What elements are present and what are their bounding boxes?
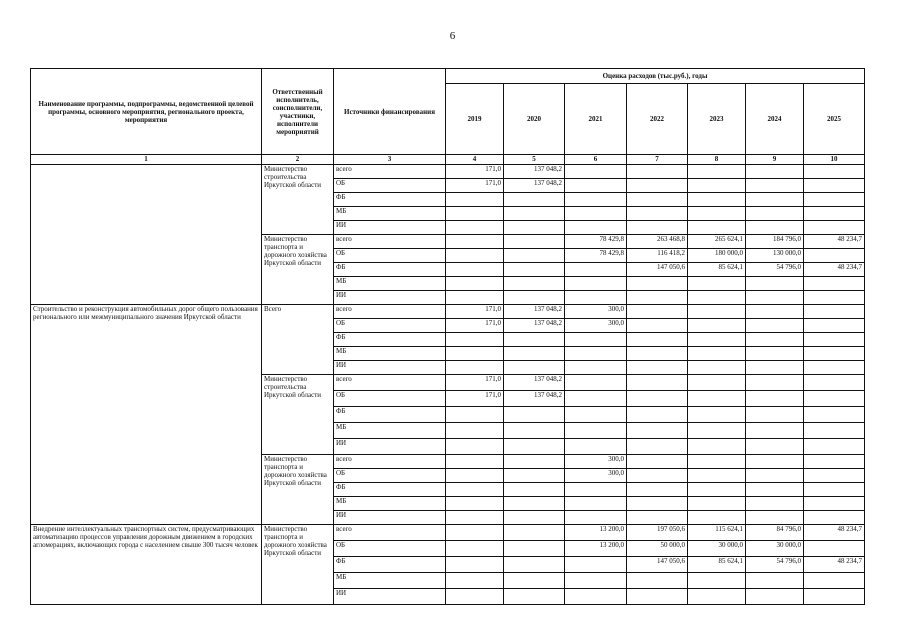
value-cell: 300,0 [565, 305, 627, 319]
column-number: 5 [504, 155, 565, 165]
value-cell [504, 497, 565, 511]
value-cell [504, 483, 565, 497]
value-cell: 48 234,7 [804, 263, 865, 277]
value-cell [627, 193, 688, 207]
column-number: 9 [746, 155, 804, 165]
value-cell: 48 234,7 [804, 557, 865, 573]
table-row [31, 305, 865, 319]
value-cell [627, 455, 688, 469]
value-cell [804, 277, 865, 291]
table-body [31, 165, 865, 605]
value-cell: 116 418,2 [627, 249, 688, 263]
value-cell [804, 347, 865, 361]
value-cell [565, 573, 627, 589]
value-cell [746, 277, 804, 291]
value-cell: 115 624,1 [688, 525, 746, 541]
value-cell [746, 375, 804, 391]
value-cell [446, 249, 504, 263]
page-number: 6 [449, 30, 456, 42]
value-cell: 84 796,0 [746, 525, 804, 541]
header-year: 2024 [746, 84, 804, 155]
value-cell: 147 050,6 [627, 263, 688, 277]
value-cell [565, 423, 627, 439]
value-cell [565, 221, 627, 235]
value-cell: 147 050,6 [627, 557, 688, 573]
value-cell [804, 305, 865, 319]
value-cell [627, 347, 688, 361]
value-cell [746, 589, 804, 605]
value-cell [746, 221, 804, 235]
value-cell [446, 347, 504, 361]
value-cell [627, 291, 688, 305]
value-cell [565, 263, 627, 277]
source-cell: ФБ [334, 557, 446, 573]
value-cell [504, 277, 565, 291]
value-cell: 48 234,7 [804, 235, 865, 249]
value-cell [746, 291, 804, 305]
value-cell [746, 455, 804, 469]
column-number: 1 [31, 155, 262, 165]
value-cell [688, 573, 746, 589]
value-cell [688, 221, 746, 235]
value-cell [627, 469, 688, 483]
column-number: 10 [804, 155, 865, 165]
value-cell: 78 429,8 [565, 235, 627, 249]
value-cell [627, 277, 688, 291]
source-cell: МБ [334, 497, 446, 511]
value-cell [688, 319, 746, 333]
value-cell: 263 468,8 [627, 235, 688, 249]
source-cell: ФБ [334, 333, 446, 347]
value-cell: 171,0 [446, 179, 504, 193]
source-cell: МБ [334, 423, 446, 439]
source-cell: всего [334, 455, 446, 469]
value-cell [627, 423, 688, 439]
source-cell: всего [334, 235, 446, 249]
value-cell [746, 511, 804, 525]
value-cell [504, 511, 565, 525]
value-cell [504, 221, 565, 235]
executor-cell: Министерство транспорта и дорожного хозяйства Иркутской области [262, 235, 334, 305]
value-cell [446, 511, 504, 525]
value-cell [446, 525, 504, 541]
source-cell: ИИ [334, 221, 446, 235]
value-cell: 300,0 [565, 319, 627, 333]
value-cell [504, 455, 565, 469]
source-cell: ФБ [334, 407, 446, 423]
header-year: 2025 [804, 84, 865, 155]
value-cell: 30 000,0 [688, 541, 746, 557]
executor-cell: Министерство строительства Иркутской области [262, 165, 334, 235]
value-cell [746, 497, 804, 511]
column-number: 2 [262, 155, 334, 165]
value-cell [446, 333, 504, 347]
value-cell [446, 469, 504, 483]
value-cell [627, 407, 688, 423]
value-cell [688, 277, 746, 291]
value-cell: 171,0 [446, 375, 504, 391]
value-cell [565, 207, 627, 221]
value-cell [804, 207, 865, 221]
value-cell [565, 497, 627, 511]
value-cell [688, 347, 746, 361]
value-cell [688, 407, 746, 423]
value-cell [746, 179, 804, 193]
value-cell [688, 469, 746, 483]
value-cell [504, 249, 565, 263]
source-cell: ФБ [334, 193, 446, 207]
header-name: Наименование программы, подпрограммы, ведомственной целевой программы, основного мероприятия, регионального проекта, мероприятия [31, 69, 262, 155]
value-cell [688, 165, 746, 179]
value-cell: 130 000,0 [746, 249, 804, 263]
value-cell [504, 207, 565, 221]
value-cell [504, 291, 565, 305]
value-cell [746, 573, 804, 589]
value-cell [688, 497, 746, 511]
value-cell [804, 221, 865, 235]
value-cell [804, 319, 865, 333]
source-cell: ИИ [334, 361, 446, 375]
source-cell: ОБ [334, 319, 446, 333]
program-name-cell [31, 165, 262, 305]
value-cell [446, 423, 504, 439]
value-cell [446, 573, 504, 589]
value-cell [688, 207, 746, 221]
column-number: 4 [446, 155, 504, 165]
value-cell: 137 048,2 [504, 375, 565, 391]
value-cell [746, 305, 804, 319]
column-numbers-row [31, 155, 865, 165]
value-cell [565, 347, 627, 361]
value-cell: 13 200,0 [565, 525, 627, 541]
value-cell [504, 541, 565, 557]
value-cell [446, 277, 504, 291]
value-cell [688, 193, 746, 207]
value-cell: 300,0 [565, 469, 627, 483]
value-cell [746, 347, 804, 361]
source-cell: ИИ [334, 291, 446, 305]
value-cell: 265 624,1 [688, 235, 746, 249]
value-cell [627, 573, 688, 589]
value-cell [804, 455, 865, 469]
source-cell: МБ [334, 573, 446, 589]
value-cell [804, 439, 865, 455]
value-cell [446, 541, 504, 557]
executor-cell: Всего [262, 305, 334, 375]
value-cell [804, 375, 865, 391]
value-cell: 171,0 [446, 305, 504, 319]
header-executor: Ответственный исполнитель, соисполнители, участники, исполнители мероприятий [262, 69, 334, 155]
column-number: 7 [627, 155, 688, 165]
value-cell [688, 391, 746, 407]
value-cell [504, 333, 565, 347]
value-cell [446, 497, 504, 511]
value-cell [746, 361, 804, 375]
source-cell: всего [334, 305, 446, 319]
value-cell [746, 391, 804, 407]
value-cell: 300,0 [565, 455, 627, 469]
header-year: 2019 [446, 84, 504, 155]
value-cell [446, 407, 504, 423]
source-cell: МБ [334, 277, 446, 291]
source-cell: МБ [334, 347, 446, 361]
value-cell [746, 407, 804, 423]
value-cell: 171,0 [446, 165, 504, 179]
value-cell [565, 391, 627, 407]
value-cell [746, 333, 804, 347]
value-cell [446, 193, 504, 207]
value-cell [627, 319, 688, 333]
value-cell [565, 511, 627, 525]
value-cell [565, 193, 627, 207]
value-cell [688, 455, 746, 469]
source-cell: всего [334, 375, 446, 391]
value-cell [504, 573, 565, 589]
value-cell [565, 483, 627, 497]
value-cell [688, 439, 746, 455]
value-cell: 54 796,0 [746, 263, 804, 277]
value-cell [565, 179, 627, 193]
table-row [31, 165, 865, 179]
value-cell [446, 439, 504, 455]
value-cell [446, 361, 504, 375]
value-cell [504, 589, 565, 605]
source-cell: ИИ [334, 589, 446, 605]
value-cell [804, 541, 865, 557]
header-year: 2022 [627, 84, 688, 155]
source-cell: ОБ [334, 541, 446, 557]
value-cell [746, 439, 804, 455]
executor-cell: Министерство транспорта и дорожного хозяйства Иркутской области [262, 455, 334, 525]
value-cell [746, 483, 804, 497]
value-cell [688, 589, 746, 605]
header-year: 2021 [565, 84, 627, 155]
executor-cell: Министерство транспорта и дорожного хозяйства Иркутской области [262, 525, 334, 605]
value-cell: 184 796,0 [746, 235, 804, 249]
value-cell [565, 291, 627, 305]
value-cell: 13 200,0 [565, 541, 627, 557]
value-cell [565, 333, 627, 347]
source-cell: ОБ [334, 179, 446, 193]
value-cell [746, 319, 804, 333]
value-cell [746, 207, 804, 221]
value-cell [446, 235, 504, 249]
value-cell [688, 511, 746, 525]
value-cell [565, 557, 627, 573]
source-cell: ИИ [334, 439, 446, 455]
source-cell: всего [334, 525, 446, 541]
value-cell [446, 291, 504, 305]
value-cell [804, 333, 865, 347]
value-cell: 137 048,2 [504, 165, 565, 179]
value-cell [565, 439, 627, 455]
source-cell: ФБ [334, 263, 446, 277]
value-cell [504, 347, 565, 361]
source-cell: ИИ [334, 511, 446, 525]
value-cell [688, 179, 746, 193]
value-cell [627, 375, 688, 391]
value-cell [688, 423, 746, 439]
value-cell [804, 249, 865, 263]
value-cell: 48 234,7 [804, 525, 865, 541]
value-cell [804, 469, 865, 483]
value-cell [446, 207, 504, 221]
value-cell [627, 361, 688, 375]
source-cell: МБ [334, 207, 446, 221]
value-cell: 50 000,0 [627, 541, 688, 557]
value-cell [504, 423, 565, 439]
program-name-cell: Строительство и реконструкция автомобильных дорог общего пользования регионального или межмуниципального значения Иркутской области [31, 305, 262, 525]
value-cell [746, 193, 804, 207]
value-cell [688, 375, 746, 391]
column-number: 6 [565, 155, 627, 165]
value-cell [688, 361, 746, 375]
value-cell [746, 165, 804, 179]
value-cell [804, 573, 865, 589]
source-cell: ОБ [334, 469, 446, 483]
value-cell [504, 263, 565, 277]
column-number: 8 [688, 155, 746, 165]
header-source: Источники финансирования [334, 69, 446, 155]
value-cell [804, 589, 865, 605]
value-cell [627, 391, 688, 407]
value-cell [565, 277, 627, 291]
value-cell: 54 796,0 [746, 557, 804, 573]
value-cell [627, 305, 688, 319]
value-cell [627, 221, 688, 235]
value-cell [504, 193, 565, 207]
executor-cell: Министерство строительства Иркутской области [262, 375, 334, 455]
header-estimate: Оценка расходов (тыс.руб.), годы [446, 69, 865, 84]
value-cell: 137 048,2 [504, 319, 565, 333]
value-cell [627, 179, 688, 193]
value-cell [504, 469, 565, 483]
value-cell [746, 469, 804, 483]
value-cell [504, 439, 565, 455]
value-cell: 137 048,2 [504, 391, 565, 407]
value-cell [446, 221, 504, 235]
source-cell: ФБ [334, 483, 446, 497]
value-cell [804, 483, 865, 497]
value-cell [446, 455, 504, 469]
value-cell [504, 557, 565, 573]
value-cell: 137 048,2 [504, 305, 565, 319]
budget-table [30, 68, 865, 605]
source-cell: всего [334, 165, 446, 179]
value-cell [565, 361, 627, 375]
value-cell [504, 407, 565, 423]
source-cell: ОБ [334, 391, 446, 407]
column-number: 3 [334, 155, 446, 165]
source-cell: ОБ [334, 249, 446, 263]
header-year: 2020 [504, 84, 565, 155]
value-cell [627, 497, 688, 511]
program-name-cell: Внедрение интеллектуальных транспортных систем, предусматривающих автоматизацию процессов управления дорожным движением в городских агломерациях, включающих города с населением свыше 300 тысяч человек [31, 525, 262, 605]
value-cell [504, 525, 565, 541]
value-cell [565, 407, 627, 423]
value-cell [446, 483, 504, 497]
value-cell [446, 263, 504, 277]
value-cell: 180 000,0 [688, 249, 746, 263]
value-cell [627, 511, 688, 525]
value-cell [565, 375, 627, 391]
value-cell [804, 511, 865, 525]
value-cell: 30 000,0 [746, 541, 804, 557]
value-cell [688, 483, 746, 497]
value-cell [627, 483, 688, 497]
value-cell [627, 439, 688, 455]
value-cell [627, 333, 688, 347]
value-cell [565, 165, 627, 179]
value-cell: 85 624,1 [688, 557, 746, 573]
value-cell [804, 193, 865, 207]
value-cell [565, 589, 627, 605]
table-row [31, 525, 865, 541]
value-cell [627, 207, 688, 221]
value-cell [804, 407, 865, 423]
value-cell [627, 589, 688, 605]
value-cell [627, 165, 688, 179]
value-cell [504, 361, 565, 375]
header-year: 2023 [688, 84, 746, 155]
value-cell [804, 391, 865, 407]
value-cell [688, 333, 746, 347]
value-cell: 171,0 [446, 319, 504, 333]
value-cell [804, 423, 865, 439]
value-cell [688, 291, 746, 305]
value-cell: 78 429,8 [565, 249, 627, 263]
value-cell [446, 589, 504, 605]
value-cell: 137 048,2 [504, 179, 565, 193]
value-cell [804, 291, 865, 305]
value-cell [804, 165, 865, 179]
value-cell: 171,0 [446, 391, 504, 407]
value-cell: 197 050,6 [627, 525, 688, 541]
value-cell [446, 557, 504, 573]
value-cell [804, 179, 865, 193]
value-cell [804, 361, 865, 375]
value-cell: 85 624,1 [688, 263, 746, 277]
value-cell [746, 423, 804, 439]
value-cell [688, 305, 746, 319]
value-cell [504, 235, 565, 249]
value-cell [804, 497, 865, 511]
